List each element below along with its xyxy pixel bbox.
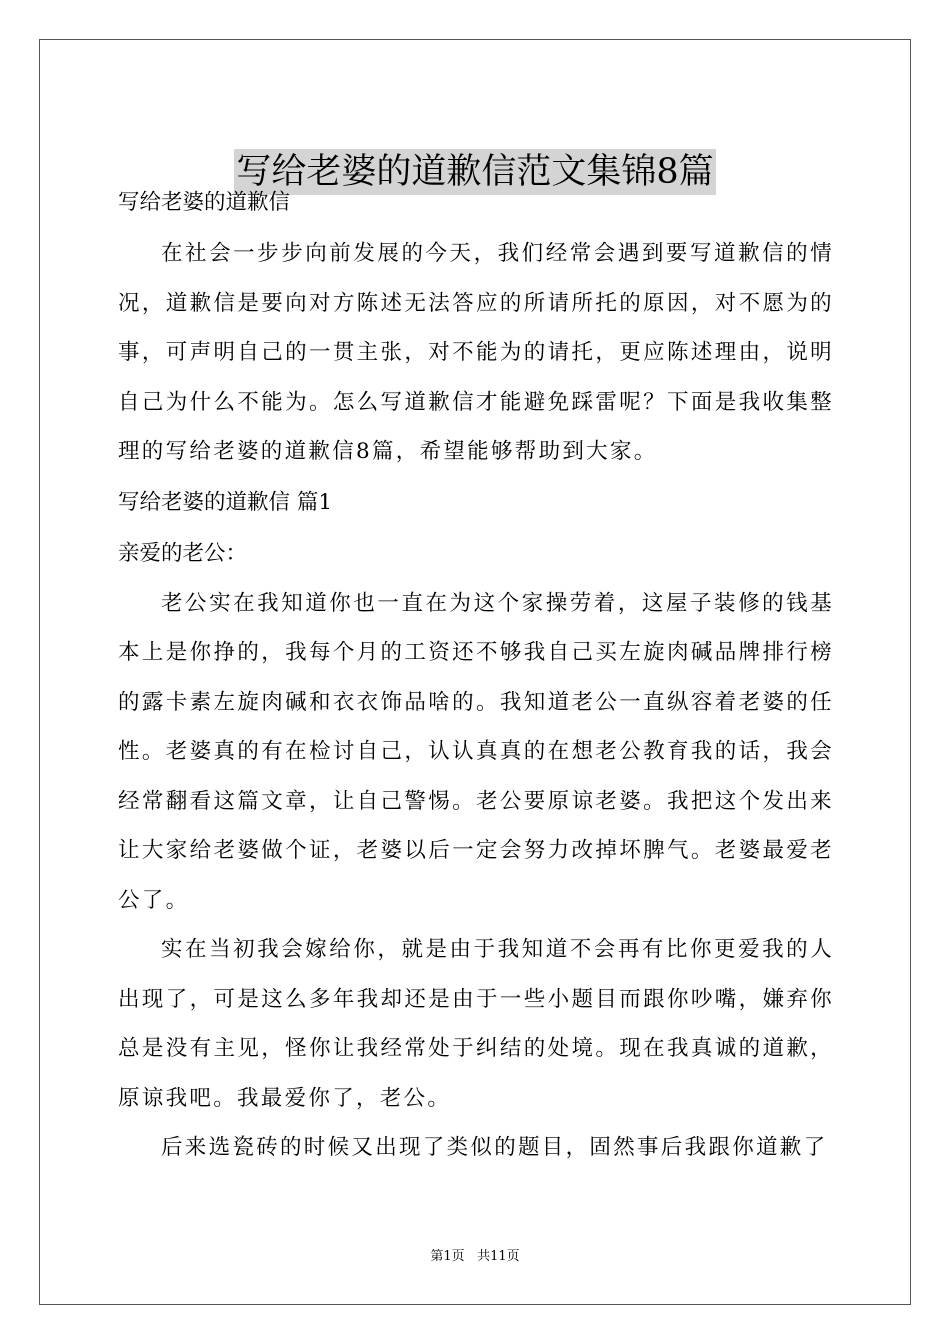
section-heading: 写给老婆的道歉信 篇1 <box>118 489 333 515</box>
document-title: 写给老婆的道歉信范文集锦8篇 <box>234 149 715 195</box>
body-paragraph-3: 后来选瓷砖的时候又出现了类似的题目，固然事后我跟你道歉了 <box>161 1135 828 1160</box>
page-number: 第1页 <box>430 1249 465 1264</box>
page-total: 共11页 <box>477 1249 520 1264</box>
intro-paragraph: 在社会一步步向前发展的今天，我们经常会遇到要写道歉信的情况，道歉信是要向对方陈述无法答应的所请所托的原因，对不愿为的事，可声明自己的一贯主张，对不能为的请托，更应陈述理由，说明自己为什么不能为。怎么写道歉信才能避免踩雷呢？下面是我收集整理的写给老婆的道歉信8篇，希望能够帮助到大家。 <box>118 241 834 464</box>
page-footer <box>0 1248 950 1266</box>
body-paragraph-2: 实在当初我会嫁给你，就是由于我知道不会再有比你更爱我的人出现了，可是这么多年我却还是由于一些小题目而跟你吵嘴，嫌弃你总是没有主见，怪你让我经常处于纠结的处境。现在我真诚的道歉，原谅我吧。我最爱你了，老公。 <box>118 937 834 1111</box>
document-body <box>118 177 834 1173</box>
salutation: 亲爱的老公： <box>118 540 248 566</box>
document-subtitle: 写给老婆的道歉信 <box>118 190 291 215</box>
body-paragraph-1: 老公实在我知道你也一直在为这个家操劳着，这屋子装修的钱基本上是你挣的，我每个月的工资还不够我自己买左旋肉碱品牌排行榜的露卡素左旋肉碱和衣衣饰品啥的。我知道老公一直纵容着老婆的任性。老婆真的有在检讨自己，认认真真的在想老公教育我的话，我会经常翻看这篇文章，让自己警惕。老公要原谅老婆。我把这个发出来让大家给老婆做个证，老婆以后一定会努力改掉坏脾气。老婆最爱老公了。 <box>118 590 834 913</box>
